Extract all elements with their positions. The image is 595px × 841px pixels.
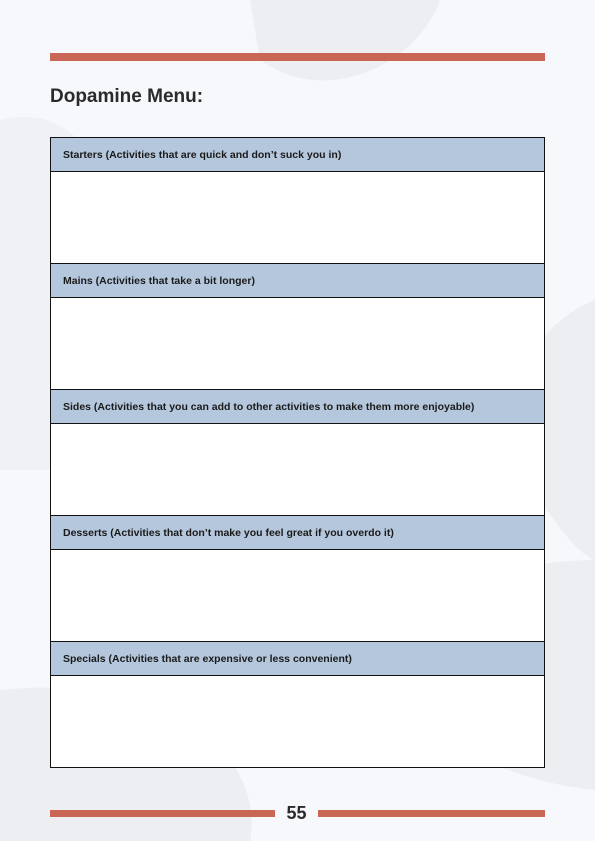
section-writing-area-sides[interactable]: [51, 424, 544, 516]
page-title: Dopamine Menu:: [50, 86, 204, 107]
section-writing-area-mains[interactable]: [51, 298, 544, 390]
menu-section-desserts: [51, 516, 544, 642]
footer-rule-left: [50, 810, 275, 817]
section-header-desserts: Desserts (Activities that don’t make you feel great if you overdo it): [51, 516, 544, 550]
dopamine-menu-table: [50, 137, 545, 768]
page-number: 55: [286, 802, 307, 823]
menu-section-sides: [51, 390, 544, 516]
menu-section-specials: [51, 642, 544, 767]
section-writing-area-desserts[interactable]: [51, 550, 544, 642]
section-header-specials: Specials (Activities that are expensive or less convenient): [51, 642, 544, 676]
section-writing-area-starters[interactable]: [51, 172, 544, 264]
top-accent-rule: [50, 53, 545, 61]
footer-rule-right: [318, 810, 545, 817]
section-header-mains: Mains (Activities that take a bit longer): [51, 264, 544, 298]
menu-section-mains: [51, 264, 544, 390]
page-footer: [50, 800, 545, 826]
menu-section-starters: [51, 138, 544, 264]
section-header-sides: Sides (Activities that you can add to other activities to make them more enjoyable): [51, 390, 544, 424]
section-header-starters: Starters (Activities that are quick and don’t suck you in): [51, 138, 544, 172]
section-writing-area-specials[interactable]: [51, 676, 544, 767]
